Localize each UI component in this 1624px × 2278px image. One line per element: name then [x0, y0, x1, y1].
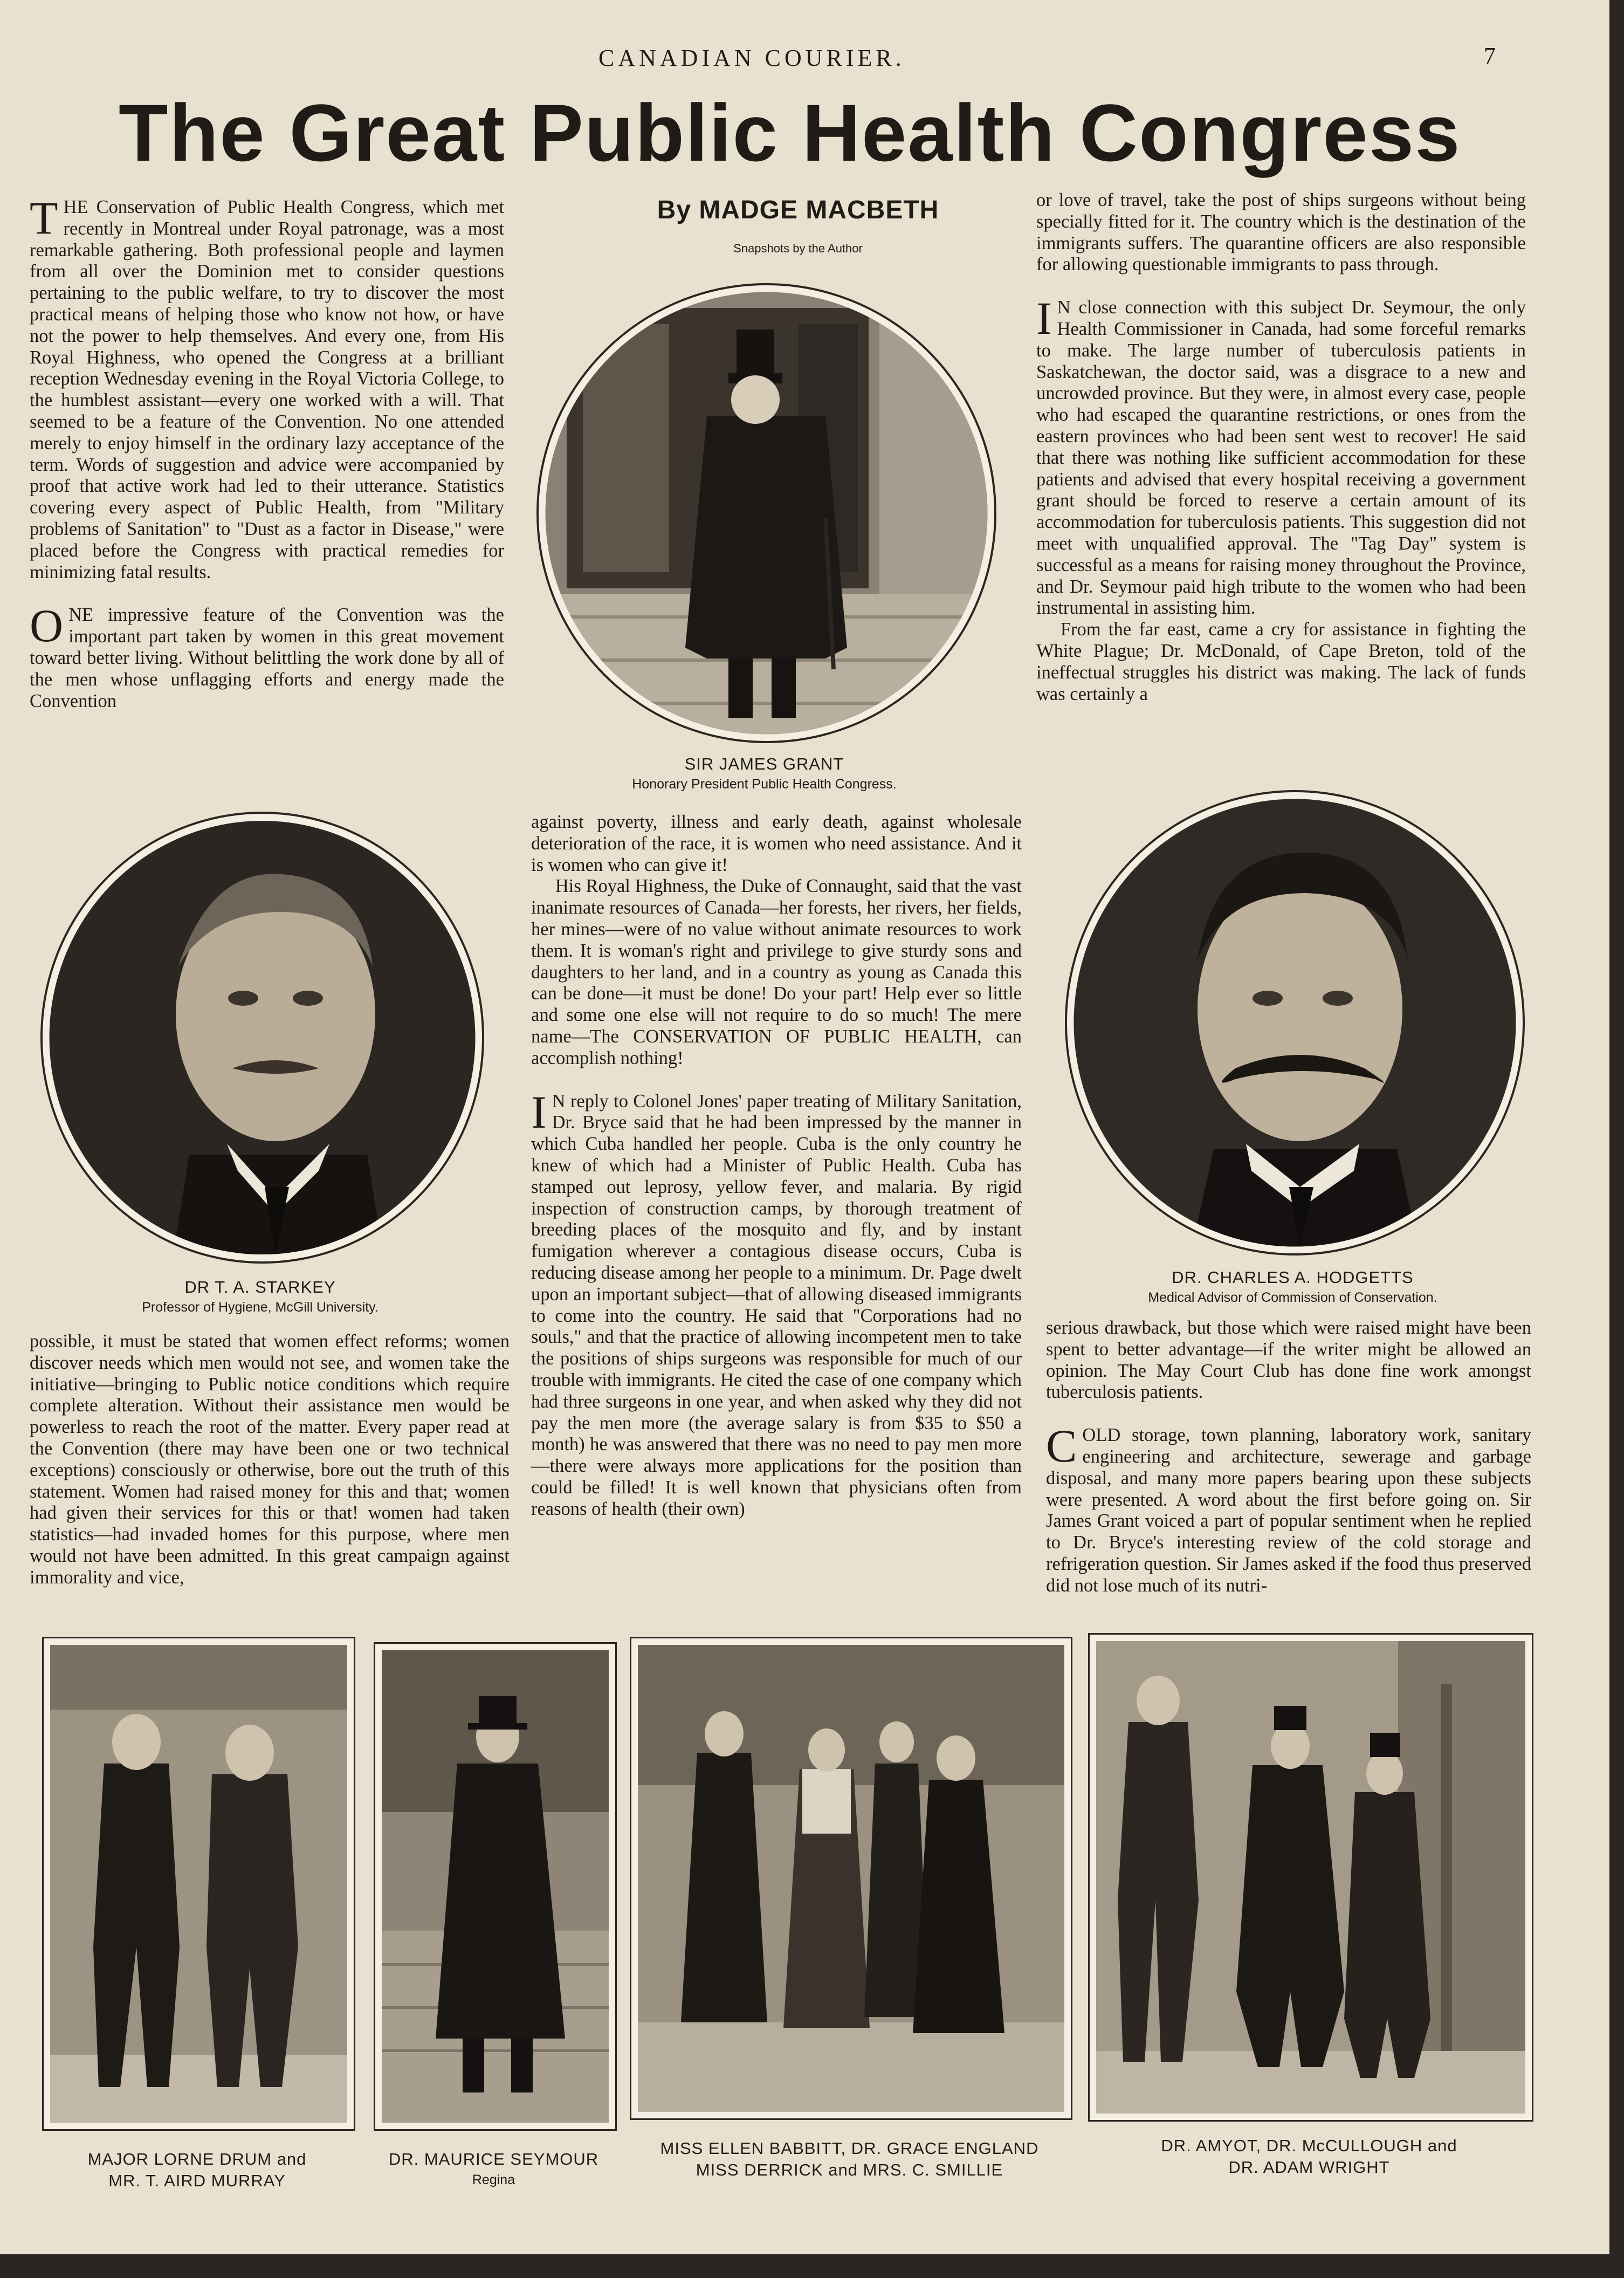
column-right-top — [1036, 190, 1526, 705]
photo-babbitt-england — [630, 1637, 1072, 2120]
article-title: The Great Public Health Congress — [119, 87, 1461, 178]
caption-amyot-line1: DR. AMYOT, DR. McCULLOUGH and — [1161, 2136, 1457, 2155]
caption-amyot-line2: DR. ADAM WRIGHT — [1228, 2158, 1390, 2177]
photo-amyot-mccullough — [1088, 1633, 1533, 2122]
page-number: 7 — [1484, 43, 1496, 69]
paragraph-1: THE Conservation of Public Health Congress, which met recently in Montreal under Royal patronage, was a most remarkable gathering. Both professional people and laymen from all over the Dominion met to consider questions pertaining to the public welfare, to try to discover the most practical means of helping those who know not how, or have not the power to help themselves. And every one, from His Royal Highness, who opened the Congress at a brilliant reception Wednesday evening in the Royal Victoria College, to the humblest assistant—every one worked with a will. That seemed to be a feature of the Convention. No one attended merely to enjoy himself in the ordinary lazy acceptance of the term. Words of suggestion and advice were accompanied by proof that active work had led to their utterance. Statistics covering every aspect of Public Health, from "Military problems of Sanitation" to "Dust as a factor in Disease," were placed before the Congress with practical remedies for minimizing fatal results. — [30, 192, 504, 582]
caption-starkey-name: DR T. A. STARKEY — [184, 1278, 336, 1296]
column-left-top — [30, 192, 504, 712]
caption-seymour-line1: DR. MAURICE SEYMOUR — [388, 2150, 599, 2169]
paragraph-r2: I N close connection with this subject Dr. Seymour, the only Health Commissioner in Canada, had some forceful remarks to make. The large number of tuberculosis patients in Saskatchewan, the doctor said, was a disgrace to a new and uncrowded province. But they were, in almost every case, people who had escaped the quarantine restrictions, or ones from the eastern provinces who had been sent west to recover! He said that there was nothing like sufficient accommodation for these patients and advised that every hospital receiving a government grant should be forced to reserve a certain amount of its accommodation for tuberculosis patients. This suggestion did not meet with unqualified approval. The "Tag Day" system is successful as a means for raising money throughout the Province, and Dr. Seymour paid high tribute to the women who had been instrumental in assisting him. — [1036, 292, 1526, 619]
photo-babbitt-england-image — [638, 1645, 1064, 2112]
caption-babbitt-line2: MISS DERRICK and MRS. C. SMILLIE — [696, 2160, 1003, 2179]
drop-cap: I — [1036, 292, 1052, 345]
portrait-starkey-photo — [49, 820, 476, 1255]
paragraph-lb1: possible, it must be stated that women effect reforms; women discover needs which men would not see, and women take the initiative—bringing to Public notice conditions which require complete alteration. Without their assistance men would be powerless to reach the root of the matter. Every paper read at the Convention (there may have been one or two technical exceptions) consciously or otherwise, bore out the truth of this statement. Women had raised money for this and that; women had given their services for this or that! women had taken statistics—had invaded homes for this purpose, where men would not have been admitted. In this great campaign against immorality and vice, — [30, 1331, 510, 1588]
photo-seymour — [374, 1642, 617, 2131]
drop-cap: I — [531, 1086, 547, 1138]
caption-drum-line1: MAJOR LORNE DRUM and — [87, 2150, 307, 2169]
caption-seymour-line2: Regina — [472, 2172, 515, 2187]
column-left-bottom — [30, 1331, 510, 1589]
paragraph-m1: against poverty, illness and early death, against wholesale deterioration of the race, it is women who need assistance. And it is women who can give it! — [531, 812, 1022, 875]
paragraph-rb1: serious drawback, but those which were raised might have been spent to better advantage—if the writer might be allowed an opinion. The May Court Club has done fine work amongst tuberculosis patients. — [1046, 1318, 1531, 1403]
paragraph-r3: From the far east, came a cry for assistance in fighting the White Plague; Dr. McDonald, of Cape Breton, told of the ineffectual struggles his district was making. The lack of funds was certainly a — [1036, 619, 1526, 704]
caption-grant-role: Honorary President Public Health Congress. — [632, 777, 897, 792]
paragraph-m3: I N reply to Colonel Jones' paper treating of Military Sanitation, Dr. Bryce said that he had been impressed by the manner in which Cuba handled her people. Cuba is the only country he knew of which had a Minister of Public Health. Cuba has stamped out leprosy, yellow fever, and malaria. By rigid inspection of construction camps, by thorough treatment of breeding places of the mosquito and fly, and by instant fumigation wherever a contagious disease occurs, Cuba is reducing disease among her people to a minimum. Dr. Page dwelt upon an important subject—that of allowing diseased immigrants to come into the country. He said that "Corporations had no souls," and that the practice of allowing incompetent men to take the positions of ships surgeons was responsible for much of our trouble with immigrants. He cited the case of one company which had three surgeons in one year, and when asked why they did not pay the men more (the average salary is from $35 to $50 a month) he was answered that there was no need to pay men more—there were always more applications for the position than could be filled! It is well known that physicians often from reasons of health (their own) — [531, 1086, 1022, 1519]
caption-starkey-role: Professor of Hygiene, McGill University. — [142, 1300, 379, 1315]
portrait-frame-starkey — [40, 812, 484, 1264]
paragraph-m2: His Royal Highness, the Duke of Connaught, said that the vast inanimate resources of Canada—her forests, her rivers, her fields, her mines—were of no value without animate resources to work them. It is woman's right and privilege to give sturdy sons and daughters to her land, and in a country as young as Canada this can be done—it must be done! Do your part! Help ever so little and some one else will not require to do so much! The mere name—The CONSERVATION OF PUBLIC HEALTH, can accomplish nothing! — [531, 876, 1022, 1068]
photo-amyot-mccullough-image — [1096, 1641, 1525, 2114]
drop-cap: O — [30, 600, 64, 652]
caption-grant-name: SIR JAMES GRANT — [684, 754, 844, 773]
byline: By MADGE MACBETH — [657, 196, 939, 224]
snapshots-credit: Snapshots by the Author — [733, 242, 863, 255]
photo-drum-murray-image — [50, 1645, 347, 2123]
photo-seymour-image — [382, 1650, 609, 2123]
caption-drum-line2: MR. T. AIRD MURRAY — [108, 2171, 286, 2190]
photo-drum-murray — [42, 1637, 355, 2131]
portrait-frame-hodgetts — [1065, 790, 1525, 1255]
portrait-frame-grant — [536, 283, 996, 743]
portrait-hodgetts-photo — [1074, 799, 1516, 1247]
paragraph-2: ONE impressive feature of the Convention was the important part taken by women in this great movement toward better living. Without belittling the work done by all of the men whose unflagging efforts and energy made the Convention — [30, 600, 504, 711]
caption-hodgetts-role: Medical Advisor of Commission of Conservation. — [1148, 1290, 1437, 1305]
column-middle — [531, 812, 1022, 1520]
caption-babbitt-line1: MISS ELLEN BABBITT, DR. GRACE ENGLAND — [660, 2139, 1039, 2158]
paragraph-rb2: COLD storage, town planning, laboratory work, sanitary engineering and architecture, sewerage and garbage disposal, and many more papers bearing upon these subjects were presented. A word about the first before going on. Sir James Grant voiced a part of popular sentiment when he replied to Dr. Bryce's interesting review of the cold storage and refrigeration question. Sir James asked if the food thus preserved did not lose much of its nutri- — [1046, 1420, 1531, 1596]
caption-hodgetts-name: DR. CHARLES A. HODGETTS — [1172, 1268, 1414, 1287]
paragraph-r1: or love of travel, take the post of ships surgeons without being specially fitted for it. The country which is the destination of the immigrants suffers. The quarantine officers are also responsible for allowing questionable immigrants to pass through. — [1036, 190, 1526, 275]
portrait-grant-photo — [545, 292, 988, 735]
drop-cap: C — [1046, 1420, 1077, 1472]
running-head: CANADIAN COURIER. — [598, 45, 905, 71]
column-right-bottom — [1046, 1318, 1531, 1597]
drop-cap: T — [30, 192, 58, 244]
